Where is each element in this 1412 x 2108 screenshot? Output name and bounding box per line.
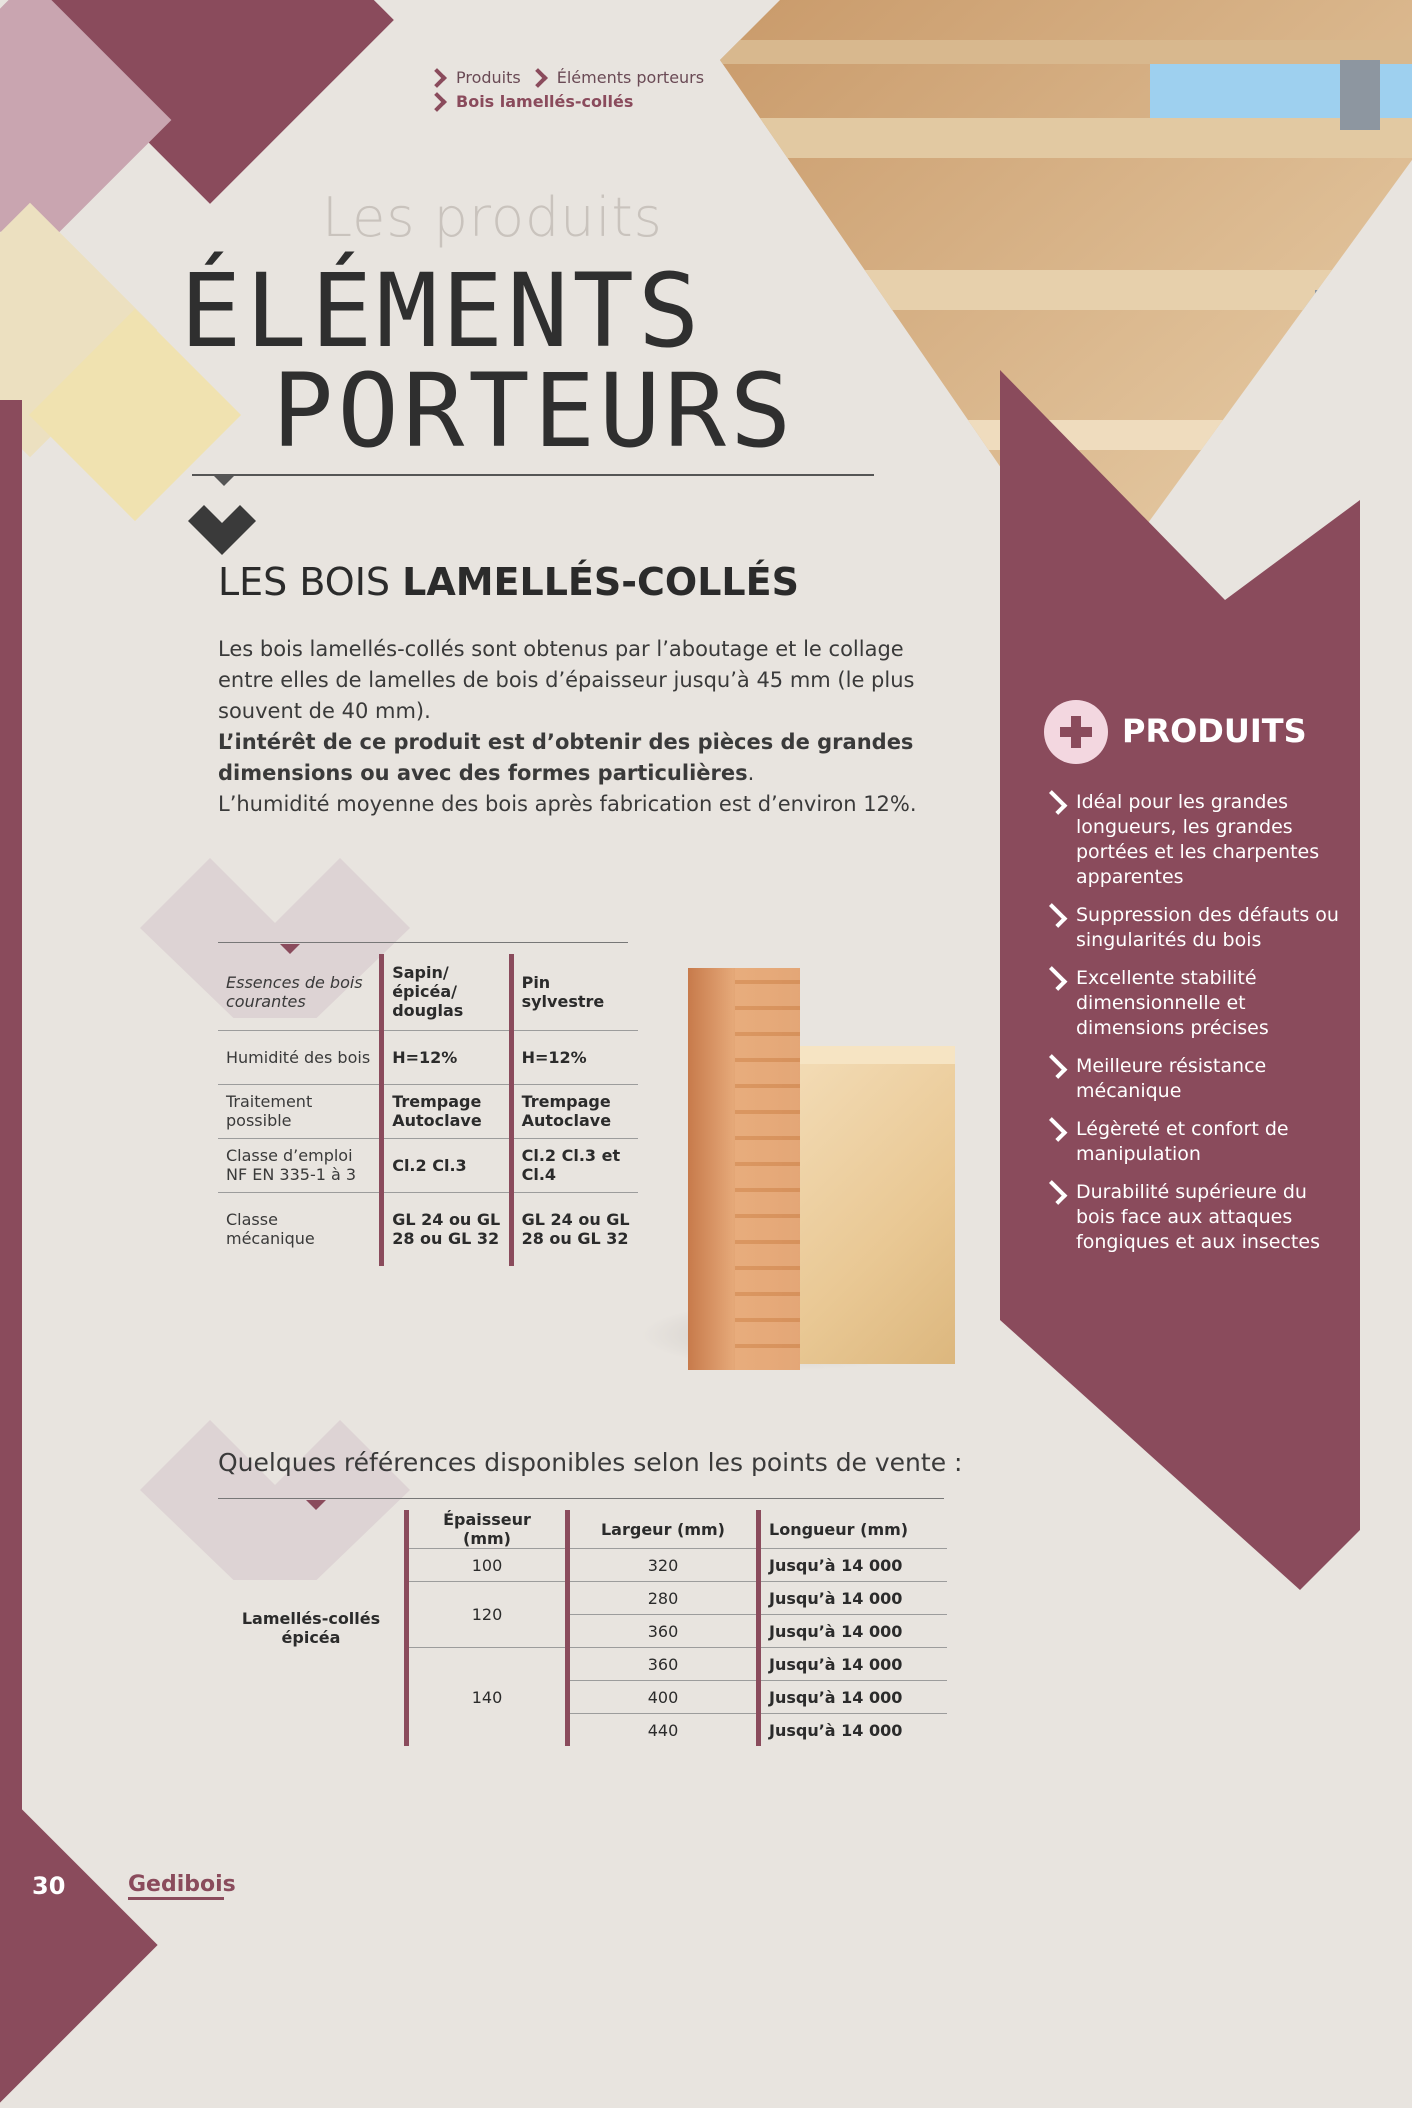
- spec-rule: [218, 942, 628, 943]
- spec-label: Essences de bois courantes: [218, 954, 382, 1030]
- width-value: 440: [568, 1714, 759, 1747]
- list-item: [1044, 903, 1344, 953]
- chevron-right-icon: [427, 92, 447, 112]
- spec-value-pine: GL 24 ou GL 28 ou GL 32: [511, 1192, 638, 1266]
- page-number: 30: [32, 1872, 66, 1900]
- spec-value-fir: GL 24 ou GL 28 ou GL 32: [382, 1192, 511, 1266]
- spec-label: Classe d’emploi NF EN 335-1 à 3: [218, 1138, 382, 1192]
- spec-label: Traitement possible: [218, 1084, 382, 1138]
- product-name: [218, 1510, 407, 1746]
- refs-title: Quelques références disponibles selon les points de vente :: [218, 1448, 963, 1477]
- brand-logo: Gedibois: [128, 1872, 236, 1897]
- spec-label: Humidité des bois: [218, 1030, 382, 1084]
- chevron-right-icon: [1043, 966, 1068, 991]
- length-value: Jusqu’à 14 000: [759, 1582, 948, 1615]
- benefit-text: Meilleure résistance mécanique: [1076, 1055, 1267, 1102]
- pine-glulam-image: [800, 1046, 955, 1364]
- thickness-value: 120: [407, 1582, 568, 1648]
- list-item: [1044, 1117, 1344, 1167]
- breadcrumb-products[interactable]: Produits: [456, 68, 521, 87]
- breadcrumb: [430, 66, 704, 114]
- table-row: [218, 1510, 947, 1549]
- width-value: 280: [568, 1582, 759, 1615]
- title-rule: [192, 474, 874, 476]
- intro-p3: L’humidité moyenne des bois après fabrication est d’environ 12%.: [218, 792, 917, 816]
- brand-logo-underline: [128, 1897, 224, 1900]
- length-value: Jusqu’à 14 000: [759, 1714, 948, 1747]
- length-value: Jusqu’à 14 000: [759, 1615, 948, 1648]
- spec-value-pine: Cl.2 Cl.3 et Cl.4: [511, 1138, 638, 1192]
- thickness-value: 140: [407, 1648, 568, 1747]
- glulam-beam-lamellae: [735, 968, 800, 1370]
- spec-pointer-icon: [280, 944, 300, 954]
- list-item: [1044, 966, 1344, 1041]
- table-row: [218, 1030, 638, 1084]
- list-item: [1044, 1054, 1344, 1104]
- breadcrumb-load-bearing[interactable]: Éléments porteurs: [556, 68, 705, 87]
- benefit-text: Légèreté et confort de manipulation: [1076, 1118, 1289, 1165]
- specs-table: [218, 954, 638, 1266]
- page-corner-shape: [0, 1782, 158, 2107]
- spec-value-pine: Trempage Autoclave: [511, 1084, 638, 1138]
- header-thickness: Épaisseur (mm): [407, 1510, 568, 1549]
- spec-value-fir: Cl.2 Cl.3: [382, 1138, 511, 1192]
- intro-p2-bold: L’intérêt de ce produit est d’obtenir des pièces de grandes dimensions ou avec des formes particulières: [218, 730, 914, 785]
- list-item: [1044, 790, 1344, 890]
- width-value: 320: [568, 1549, 759, 1582]
- header-width: Largeur (mm): [568, 1510, 759, 1549]
- benefits-title: PRODUITS: [1122, 712, 1307, 750]
- benefit-text: Excellente stabilité dimensionnelle et dimensions précises: [1076, 967, 1269, 1039]
- rule-pointer-icon: [214, 476, 234, 486]
- spec-value-fir: Sapin/ épicéa/ douglas: [382, 954, 511, 1030]
- spec-value-pine: H=12%: [511, 1030, 638, 1084]
- intro-text: [218, 634, 938, 820]
- length-value: Jusqu’à 14 000: [759, 1549, 948, 1582]
- breadcrumb-current: Bois lamellés-collés: [456, 92, 634, 111]
- left-accent-band: [0, 400, 22, 1830]
- chevron-down-icon: [188, 505, 256, 557]
- spec-label: Classe mécanique: [226, 1210, 315, 1249]
- chevron-right-icon: [1043, 790, 1068, 815]
- benefit-text: Durabilité supérieure du bois face aux attaques fongiques et aux insectes: [1076, 1181, 1320, 1253]
- table-row: [218, 1138, 638, 1192]
- width-value: 360: [568, 1648, 759, 1681]
- chevron-right-icon: [1043, 1180, 1068, 1205]
- refs-rule: [218, 1498, 944, 1499]
- spec-value-pine: Pin sylvestre: [511, 954, 638, 1030]
- table-row: [218, 1084, 638, 1138]
- chevron-right-icon: [528, 68, 548, 88]
- width-value: 400: [568, 1681, 759, 1714]
- page-title-line1: ÉLÉMENTS: [180, 252, 704, 371]
- benefit-text: Suppression des défauts ou singularités du bois: [1076, 904, 1339, 951]
- references-table: [218, 1510, 947, 1746]
- spec-value-fir: Trempage Autoclave: [382, 1084, 511, 1138]
- intro-p2: [218, 727, 938, 789]
- table-row: [218, 1192, 638, 1266]
- plus-icon: [1044, 700, 1108, 764]
- refs-pointer-icon: [306, 1500, 326, 1510]
- section-title: [218, 560, 799, 604]
- chevron-right-icon: [1043, 903, 1068, 928]
- width-value: 360: [568, 1615, 759, 1648]
- thickness-value: 100: [407, 1549, 568, 1582]
- benefit-text: Idéal pour les grandes longueurs, les grandes portées et les charpentes apparentes: [1076, 791, 1320, 888]
- spec-value-fir: H=12%: [382, 1030, 511, 1084]
- page-title-line2: PORTEURS: [272, 352, 796, 471]
- intro-p1: Les bois lamellés-collés sont obtenus par l’aboutage et le collage entre elles de lamelles de bois d’épaisseur jusqu’à 45 mm (le plus souvent de 40 mm).: [218, 637, 915, 723]
- length-value: Jusqu’à 14 000: [759, 1648, 948, 1681]
- section-title-light: LES BOIS: [218, 560, 403, 604]
- header-length: Longueur (mm): [759, 1510, 948, 1549]
- pine-glulam-top: [800, 1046, 955, 1064]
- chevron-right-icon: [1043, 1117, 1068, 1142]
- page-kicker: Les produits: [322, 186, 663, 249]
- chevron-right-icon: [427, 68, 447, 88]
- product-name-text: Lamellés-collés épicéa: [241, 1609, 381, 1647]
- chevron-right-icon: [1043, 1054, 1068, 1079]
- benefits-list: [1044, 790, 1344, 1268]
- section-title-bold: LAMELLÉS-COLLÉS: [402, 560, 799, 604]
- list-item: [1044, 1180, 1344, 1255]
- intro-p2-end: .: [747, 761, 755, 785]
- table-row: [218, 954, 638, 1030]
- length-value: Jusqu’à 14 000: [759, 1681, 948, 1714]
